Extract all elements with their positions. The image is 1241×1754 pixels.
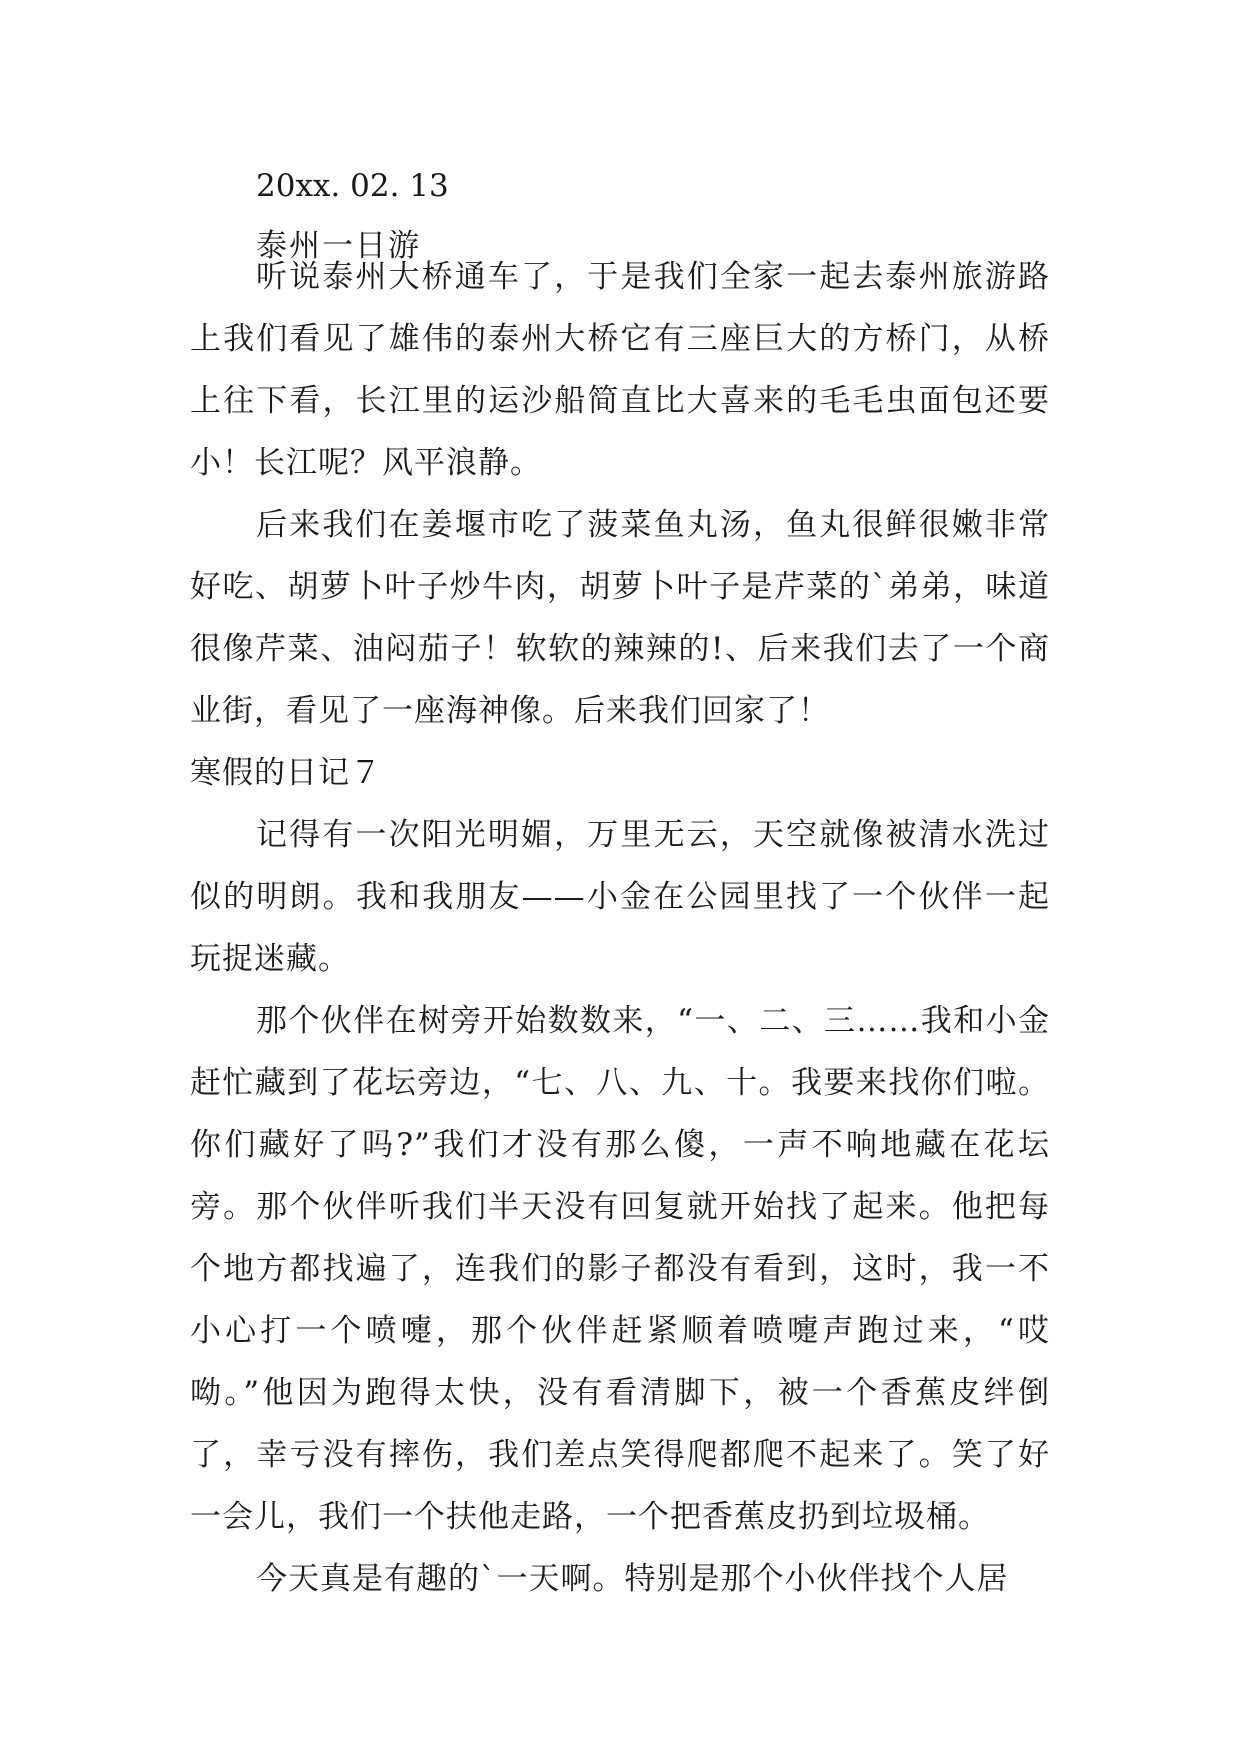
paragraph: 今天真是有趣的`一天啊。特别是那个小伙伴找个人居 (256, 1561, 1009, 1597)
entry-title: 泰州一日游 (256, 228, 421, 264)
paragraph: 听说泰州大桥通车了，于是我们全家一起去泰州旅游路上我们看见了雄伟的泰州大桥它有三座巨大的方桥门，从桥上往下看，长江里的运沙船简直比大喜来的毛毛虫面包还要小！长江呢？风平浪静。 (190, 259, 1050, 481)
paragraph: 后来我们在姜堰市吃了菠菜鱼丸汤，鱼丸很鲜很嫩非常好吃、胡萝卜叶子炒牛肉，胡萝卜叶子是芹菜的`弟弟，味道很像芹菜、油闷茄子！软软的辣辣的!、后来我们去了一个商业街，看见了一座海神像。后来我们回家了！ (190, 507, 1050, 729)
paragraph: 那个伙伴在树旁开始数数来，“一、二、三……我和小金赶忙藏到了花坛旁边，“七、八、九、十。我要来找你们啦。你们藏好了吗?”我们才没有那么傻，一声不响地藏在花坛旁。那个伙伴听我们半天没有回复就开始找了起来。他把每个地方都找遍了，连我们的影子都没有看到，这时，我一不小心打一个喷嚏，那个伙伴赶紧顺着喷嚏声跑过来，“哎呦。”他因为跑得太快，没有看清脚下，被一个香蕉皮绊倒了，幸亏没有摔伤，我们差点笑得爬都爬不起来了。笑了好一会儿，我们一个扶他走路，一个把香蕉皮扔到垃圾桶。 (190, 1003, 1050, 1535)
entry-date: 20xx. 02. 13 (256, 168, 449, 204)
body-text-part1 (190, 246, 1050, 1610)
paragraph: 记得有一次阳光明媚，万里无云，天空就像被清水洗过似的明朗。我和我朋友——小金在公园里找了一个伙伴一起玩捉迷藏。 (190, 817, 1050, 977)
section-heading: 寒假的日记７ (190, 755, 382, 791)
